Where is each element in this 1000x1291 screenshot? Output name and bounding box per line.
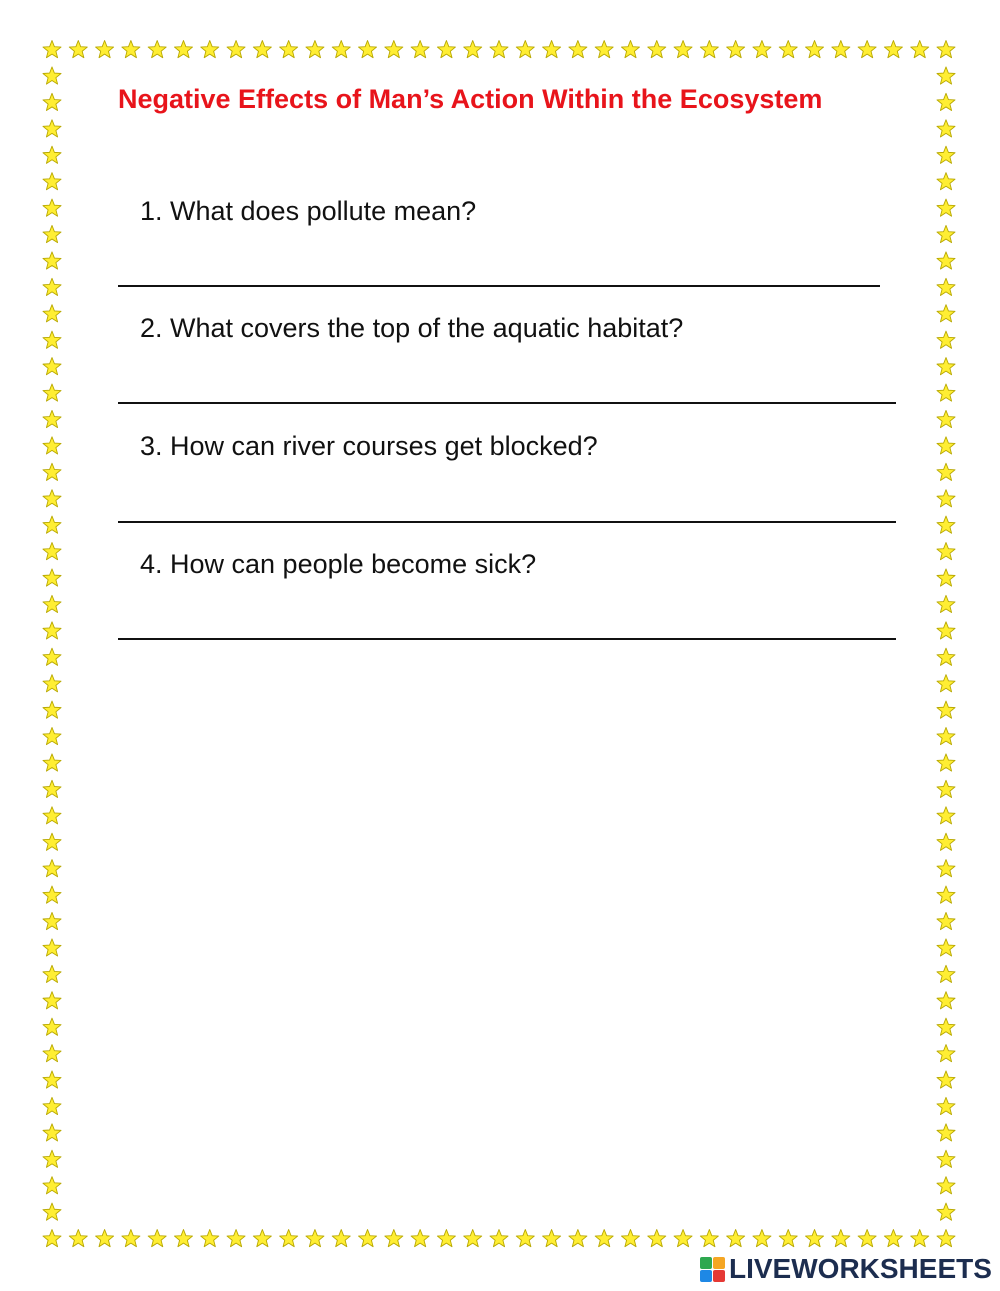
star-icon xyxy=(937,1177,955,1194)
question-1 xyxy=(140,196,476,227)
star-icon xyxy=(43,67,61,84)
star-icon xyxy=(937,516,955,533)
star-icon xyxy=(937,595,955,612)
star-icon xyxy=(43,569,61,586)
star-icon xyxy=(937,701,955,718)
star-icon xyxy=(937,120,955,137)
question-3 xyxy=(140,431,598,462)
star-icon xyxy=(937,1045,955,1062)
star-icon xyxy=(569,1230,587,1247)
question-4 xyxy=(140,549,536,580)
star-icon xyxy=(43,701,61,718)
star-icon xyxy=(148,41,166,58)
question-text: What covers the top of the aquatic habitat? xyxy=(170,313,684,343)
star-icon xyxy=(937,622,955,639)
star-icon xyxy=(648,41,666,58)
star-icon xyxy=(43,437,61,454)
worksheet-title: Negative Effects of Man’s Action Within the Ecosystem xyxy=(118,84,823,114)
star-icon xyxy=(937,886,955,903)
star-icon xyxy=(43,860,61,877)
star-icon xyxy=(911,41,929,58)
star-icon xyxy=(805,41,823,58)
star-icon xyxy=(937,146,955,163)
star-icon xyxy=(937,225,955,242)
star-icon xyxy=(937,463,955,480)
logo-square xyxy=(700,1257,712,1269)
star-icon xyxy=(43,305,61,322)
star-icon xyxy=(69,41,87,58)
star-icon xyxy=(937,93,955,110)
star-icon xyxy=(43,727,61,744)
star-icon xyxy=(832,1230,850,1247)
star-icon xyxy=(411,1230,429,1247)
star-icon xyxy=(595,1230,613,1247)
star-icon xyxy=(43,648,61,665)
question-number: 2. xyxy=(140,313,163,343)
logo-square xyxy=(700,1270,712,1282)
star-icon xyxy=(43,912,61,929)
brand-text: LIVEWORKSHEETS xyxy=(729,1253,992,1284)
star-icon xyxy=(43,1177,61,1194)
star-icon xyxy=(937,305,955,322)
star-icon xyxy=(937,384,955,401)
star-icon xyxy=(621,41,639,58)
star-icon xyxy=(280,1230,298,1247)
star-icon xyxy=(201,1230,219,1247)
star-icon xyxy=(516,1230,534,1247)
star-icon xyxy=(43,252,61,269)
question-2 xyxy=(140,313,683,344)
star-icon xyxy=(779,41,797,58)
star-icon xyxy=(464,1230,482,1247)
star-icon xyxy=(490,41,508,58)
star-icon xyxy=(201,41,219,58)
star-icon xyxy=(937,278,955,295)
star-icon xyxy=(43,278,61,295)
star-icon xyxy=(937,807,955,824)
star-icon xyxy=(937,1097,955,1114)
star-icon xyxy=(753,1230,771,1247)
star-icon xyxy=(911,1230,929,1247)
star-icon xyxy=(674,41,692,58)
star-icon xyxy=(437,1230,455,1247)
star-icon xyxy=(937,754,955,771)
star-icon xyxy=(937,173,955,190)
star-icon xyxy=(43,384,61,401)
star-icon xyxy=(43,173,61,190)
star-icon xyxy=(43,780,61,797)
star-icon xyxy=(253,1230,271,1247)
star-icon xyxy=(96,1230,114,1247)
liveworksheets-brand[interactable] xyxy=(700,1254,992,1284)
star-icon xyxy=(43,41,61,58)
star-icon xyxy=(43,1124,61,1141)
star-icon xyxy=(937,675,955,692)
star-icon xyxy=(937,965,955,982)
star-icon xyxy=(148,1230,166,1247)
star-icon xyxy=(43,490,61,507)
star-icon xyxy=(43,463,61,480)
star-icon xyxy=(858,1230,876,1247)
star-icon xyxy=(937,1071,955,1088)
star-icon xyxy=(937,252,955,269)
star-icon xyxy=(332,1230,350,1247)
star-icon xyxy=(490,1230,508,1247)
star-icon xyxy=(569,41,587,58)
star-icon xyxy=(227,1230,245,1247)
star-icon xyxy=(832,41,850,58)
star-icon xyxy=(358,1230,376,1247)
star-icon xyxy=(306,41,324,58)
star-icon xyxy=(937,490,955,507)
star-icon xyxy=(122,1230,140,1247)
star-icon xyxy=(43,833,61,850)
star-icon xyxy=(543,1230,561,1247)
star-icon xyxy=(43,543,61,560)
star-icon xyxy=(43,1045,61,1062)
question-number: 3. xyxy=(140,431,163,461)
star-icon xyxy=(280,41,298,58)
star-icon xyxy=(937,331,955,348)
question-number: 1. xyxy=(140,196,163,226)
star-icon xyxy=(464,41,482,58)
star-icon xyxy=(937,833,955,850)
star-icon xyxy=(385,1230,403,1247)
star-icon xyxy=(937,437,955,454)
answer-line-3[interactable] xyxy=(118,521,896,523)
question-number: 4. xyxy=(140,549,163,579)
star-icon xyxy=(937,1018,955,1035)
star-icon xyxy=(43,1203,61,1220)
star-icon xyxy=(43,199,61,216)
star-icon xyxy=(43,120,61,137)
star-icon xyxy=(69,1230,87,1247)
star-icon xyxy=(43,1230,61,1247)
star-icon xyxy=(937,67,955,84)
star-icon xyxy=(43,516,61,533)
star-icon xyxy=(43,410,61,427)
star-icon xyxy=(937,992,955,1009)
star-icon xyxy=(727,1230,745,1247)
star-icon xyxy=(753,41,771,58)
star-icon xyxy=(43,807,61,824)
star-icon xyxy=(858,41,876,58)
star-icon xyxy=(648,1230,666,1247)
star-icon xyxy=(43,595,61,612)
star-icon xyxy=(700,41,718,58)
star-icon xyxy=(937,358,955,375)
star-icon xyxy=(937,912,955,929)
star-icon xyxy=(937,1230,955,1247)
star-icon xyxy=(700,1230,718,1247)
star-icon xyxy=(411,41,429,58)
star-icon xyxy=(43,1150,61,1167)
answer-line-1[interactable] xyxy=(118,285,880,287)
star-icon xyxy=(884,1230,902,1247)
star-icon xyxy=(43,1018,61,1035)
star-icon xyxy=(937,780,955,797)
logo-square xyxy=(713,1257,725,1269)
star-icon xyxy=(937,1203,955,1220)
star-icon xyxy=(43,939,61,956)
star-icon xyxy=(595,41,613,58)
star-icon xyxy=(43,146,61,163)
star-icon xyxy=(437,41,455,58)
answer-line-4[interactable] xyxy=(118,638,896,640)
question-text: What does pollute mean? xyxy=(170,196,477,226)
star-icon xyxy=(727,41,745,58)
star-icon xyxy=(122,41,140,58)
star-icon xyxy=(43,754,61,771)
star-icon xyxy=(937,41,955,58)
star-icon xyxy=(43,1071,61,1088)
star-icon xyxy=(43,992,61,1009)
star-icon xyxy=(174,41,192,58)
star-icon xyxy=(779,1230,797,1247)
star-icon xyxy=(43,1097,61,1114)
star-icon xyxy=(43,965,61,982)
question-text: How can people become sick? xyxy=(170,549,537,579)
star-icon xyxy=(332,41,350,58)
star-icon xyxy=(43,225,61,242)
star-icon xyxy=(674,1230,692,1247)
star-icon xyxy=(543,41,561,58)
star-icon xyxy=(43,358,61,375)
star-icon xyxy=(227,41,245,58)
star-icon xyxy=(385,41,403,58)
star-icon xyxy=(253,41,271,58)
star-icon xyxy=(937,648,955,665)
star-icon xyxy=(306,1230,324,1247)
star-icon xyxy=(937,543,955,560)
liveworksheets-logo-icon xyxy=(700,1257,725,1282)
question-text: How can river courses get blocked? xyxy=(170,431,598,461)
star-icon xyxy=(358,41,376,58)
star-icon xyxy=(621,1230,639,1247)
star-icon xyxy=(43,886,61,903)
answer-line-2[interactable] xyxy=(118,402,896,404)
star-icon xyxy=(937,939,955,956)
star-icon xyxy=(805,1230,823,1247)
star-icon xyxy=(937,1150,955,1167)
star-icon xyxy=(43,675,61,692)
star-icon xyxy=(516,41,534,58)
star-icon xyxy=(937,860,955,877)
star-icon xyxy=(937,569,955,586)
star-icon xyxy=(43,331,61,348)
star-icon xyxy=(937,727,955,744)
logo-square xyxy=(713,1270,725,1282)
star-icon xyxy=(937,1124,955,1141)
star-icon xyxy=(937,199,955,216)
star-icon xyxy=(43,93,61,110)
star-icon xyxy=(43,622,61,639)
star-icon xyxy=(937,410,955,427)
star-icon xyxy=(174,1230,192,1247)
star-icon xyxy=(884,41,902,58)
star-icon xyxy=(96,41,114,58)
